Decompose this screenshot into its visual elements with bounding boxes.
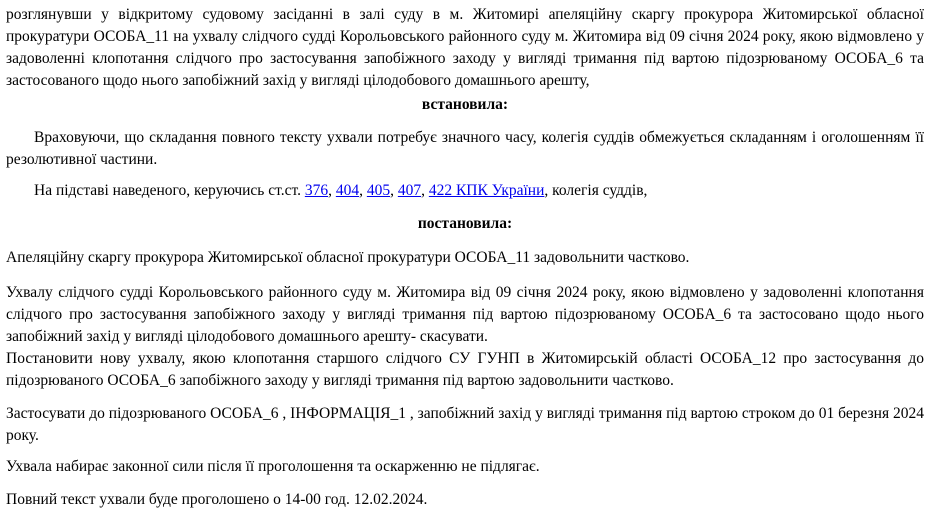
law-link-405[interactable]: 405: [366, 182, 391, 199]
considering-paragraph: Враховуючи, що складання повного тексту ухвали потребує значного часу, колегія суддів обмежується складанням і оголошенням її резолютивної частини.: [6, 129, 924, 168]
appeal-paragraph: Апеляційну скаргу прокурора Житомирської обласної прокуратури ОСОБА_11 задовольнити частково.: [6, 249, 690, 266]
intro-paragraph: розглянувши у відкритому судовому засіданні в залі суду в м. Житомирі апеляційну скаргу прокурора Житомирської обласної прокуратури ОСОБА_11 на ухвалу слідчого судді Корольовського районного суду м. Житомира від 09 січня 2024 року, якою відмовлено у задоволенні клопотання слідчого про застосування запобіжного заходу у вигляді тримання під вартою підозрюваному ОСОБА_6 та застосованого щодо нього запобіжний захід у вигляді цілодобового домашнього арешту,: [6, 6, 924, 89]
basis-suffix: , колегія суддів,: [544, 182, 648, 199]
legal-effect-paragraph: Ухвала набирає законної сили після її проголошення та оскарженню не підлягає.: [6, 458, 540, 475]
full-text-announcement-paragraph: Повний текст ухвали буде проголошено о 14-00 год. 12.02.2024.: [6, 491, 428, 508]
law-link-422-kpk[interactable]: 422 КПК України: [428, 182, 545, 199]
law-link-407[interactable]: 407: [397, 182, 422, 199]
basis-prefix: На підставі наведеного, керуючись ст.ст.: [34, 182, 301, 199]
heading-resolved: постановила:: [417, 215, 513, 232]
new-ruling-paragraph: Постановити нову ухвалу, якою клопотання старшого слідчого СУ ГУНП в Житомирській області ОСОБА_12 про застосування до підозрюваного ОСОБА_6 запобіжного заходу у вигляді тримання під вартою задовольнити частково.: [6, 350, 924, 389]
law-link-376[interactable]: 376: [304, 182, 329, 199]
heading-established: встановила:: [421, 96, 509, 113]
ruling-annulled-paragraph: Ухвалу слідчого судді Корольовського районного суду м. Житомира від 09 січня 2024 року, якою відмовлено у задоволенні клопотання слідчого про застосування запобіжного заходу у вигляді тримання під вартою підозрюваному ОСОБА_6 та застосовано щодо нього запобіжний захід у вигляді цілодобового домашнього арешту- скасувати.: [6, 284, 924, 345]
law-link-404[interactable]: 404: [335, 182, 360, 199]
apply-measure-paragraph: Застосувати до підозрюваного ОСОБА_6 , ІНФОРМАЦІЯ_1 , запобіжний захід у вигляді тримання під вартою строком до 01 березня 2024 року.: [6, 405, 924, 444]
basis-paragraph: На підставі наведеного, керуючись ст.ст. 376, 404, 405, 407, 422 КПК України, колегія суддів,: [34, 182, 648, 199]
